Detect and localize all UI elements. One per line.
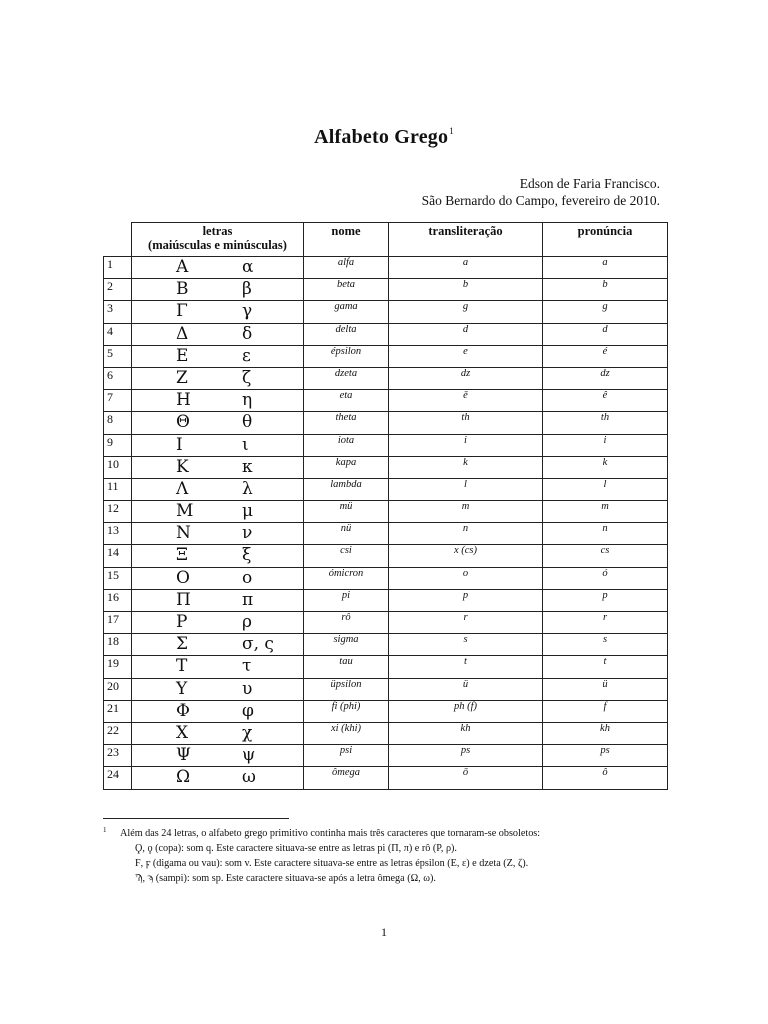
- lowercase-letter: φ: [242, 700, 254, 721]
- table-row: [104, 656, 668, 678]
- row-name: alfa: [304, 257, 389, 279]
- row-number: 19: [104, 656, 132, 678]
- row-letters: [132, 700, 304, 722]
- row-pronunciation: d: [543, 323, 668, 345]
- row-transliteration: ü: [389, 678, 543, 700]
- header-transliteration: transliteração: [389, 223, 543, 257]
- row-letters: [132, 523, 304, 545]
- row-transliteration: l: [389, 478, 543, 500]
- row-pronunciation: t: [543, 656, 668, 678]
- uppercase-letter: Η: [176, 390, 191, 411]
- row-transliteration: m: [389, 501, 543, 523]
- row-name: iota: [304, 434, 389, 456]
- row-number: 18: [104, 634, 132, 656]
- row-transliteration: p: [389, 589, 543, 611]
- uppercase-letter: Ω: [176, 767, 191, 788]
- table-row: [104, 279, 668, 301]
- row-number: 24: [104, 767, 132, 789]
- row-transliteration: th: [389, 412, 543, 434]
- row-number: 11: [104, 478, 132, 500]
- row-pronunciation: th: [543, 412, 668, 434]
- table-row: [104, 456, 668, 478]
- lowercase-letter: η: [242, 390, 253, 411]
- lowercase-letter: ν: [242, 523, 253, 544]
- table-row: [104, 722, 668, 744]
- lowercase-letter: γ: [242, 301, 253, 322]
- row-pronunciation: m: [543, 501, 668, 523]
- footnote-line-3: Ϝ, ϝ (digama ou vau): som v. Este caractere situava-se entre as letras épsilon (Ε, ε) e dzeta (Ζ, ζ).: [135, 858, 529, 869]
- row-number: 1: [104, 257, 132, 279]
- header-name: nome: [304, 223, 389, 257]
- lowercase-letter: ζ: [242, 367, 252, 388]
- row-transliteration: t: [389, 656, 543, 678]
- row-name: üpsilon: [304, 678, 389, 700]
- row-transliteration: ph (f): [389, 700, 543, 722]
- uppercase-letter: Ζ: [176, 367, 188, 388]
- row-transliteration: r: [389, 612, 543, 634]
- row-name: dzeta: [304, 367, 389, 389]
- uppercase-letter: Χ: [176, 722, 189, 743]
- row-letters: [132, 257, 304, 279]
- footnote-rule: [103, 818, 289, 819]
- table-row: [104, 612, 668, 634]
- row-number: 3: [104, 301, 132, 323]
- uppercase-letter: Ρ: [176, 612, 188, 632]
- header-letters-line1: letras: [202, 224, 233, 238]
- uppercase-letter: Τ: [176, 656, 188, 677]
- row-pronunciation: k: [543, 456, 668, 478]
- row-letters: [132, 478, 304, 500]
- row-name: sigma: [304, 634, 389, 656]
- row-pronunciation: ó: [543, 567, 668, 589]
- row-pronunciation: é: [543, 345, 668, 367]
- row-name: nü: [304, 523, 389, 545]
- row-number: 2: [104, 279, 132, 301]
- row-name: pi: [304, 589, 389, 611]
- row-pronunciation: ô: [543, 767, 668, 789]
- row-pronunciation: r: [543, 612, 668, 634]
- row-transliteration: ō: [389, 767, 543, 789]
- row-number: 15: [104, 567, 132, 589]
- uppercase-letter: Κ: [176, 456, 189, 477]
- row-letters: [132, 767, 304, 789]
- row-pronunciation: dz: [543, 367, 668, 389]
- row-number: 5: [104, 345, 132, 367]
- row-name: kapa: [304, 456, 389, 478]
- row-name: beta: [304, 279, 389, 301]
- footnote-line-4: Ϡ, ϡ (sampi): som sp. Este caractere situava-se após a letra ômega (Ω, ω).: [135, 873, 436, 884]
- uppercase-letter: Ι: [176, 434, 183, 455]
- title-text: Alfabeto Grego: [314, 126, 449, 148]
- table-row: [104, 700, 668, 722]
- row-number: 23: [104, 745, 132, 767]
- row-letters: [132, 501, 304, 523]
- table-row: [104, 390, 668, 412]
- row-letters: [132, 434, 304, 456]
- row-letters: [132, 390, 304, 412]
- row-pronunciation: ps: [543, 745, 668, 767]
- row-name: gama: [304, 301, 389, 323]
- row-number: 17: [104, 612, 132, 634]
- footnote-mark: 1: [103, 826, 107, 834]
- table-row: [104, 301, 668, 323]
- row-letters: [132, 301, 304, 323]
- header-pronunciation: pronúncia: [543, 223, 668, 257]
- row-transliteration: ē: [389, 390, 543, 412]
- row-pronunciation: p: [543, 589, 668, 611]
- uppercase-letter: Ψ: [176, 745, 191, 766]
- lowercase-letter: κ: [242, 456, 253, 477]
- table-row: [104, 412, 668, 434]
- row-transliteration: ps: [389, 745, 543, 767]
- row-transliteration: b: [389, 279, 543, 301]
- row-letters: [132, 656, 304, 678]
- row-transliteration: e: [389, 345, 543, 367]
- row-number: 13: [104, 523, 132, 545]
- row-transliteration: k: [389, 456, 543, 478]
- lowercase-letter: π: [242, 589, 254, 610]
- uppercase-letter: Π: [176, 589, 191, 610]
- row-letters: [132, 612, 304, 634]
- row-number: 6: [104, 367, 132, 389]
- lowercase-letter: μ: [242, 501, 254, 522]
- row-pronunciation: a: [543, 257, 668, 279]
- uppercase-letter: Α: [176, 257, 189, 277]
- uppercase-letter: Ν: [176, 523, 191, 544]
- row-transliteration: a: [389, 257, 543, 279]
- table-row: [104, 745, 668, 767]
- lowercase-letter: δ: [242, 323, 253, 344]
- row-name: theta: [304, 412, 389, 434]
- row-number: 4: [104, 323, 132, 345]
- row-letters: [132, 367, 304, 389]
- row-letters: [132, 634, 304, 656]
- table-row: [104, 545, 668, 567]
- row-number: 8: [104, 412, 132, 434]
- row-name: eta: [304, 390, 389, 412]
- row-letters: [132, 279, 304, 301]
- uppercase-letter: Ξ: [176, 545, 188, 566]
- lowercase-letter: α: [242, 257, 254, 277]
- row-transliteration: dz: [389, 367, 543, 389]
- document-title: [0, 126, 768, 149]
- row-transliteration: g: [389, 301, 543, 323]
- row-pronunciation: ü: [543, 678, 668, 700]
- uppercase-letter: Δ: [176, 323, 189, 344]
- row-name: épsilon: [304, 345, 389, 367]
- row-transliteration: o: [389, 567, 543, 589]
- row-letters: [132, 722, 304, 744]
- row-name: mü: [304, 501, 389, 523]
- row-name: rô: [304, 612, 389, 634]
- lowercase-letter: σ, ς: [242, 634, 274, 655]
- row-name: csi: [304, 545, 389, 567]
- row-name: tau: [304, 656, 389, 678]
- row-name: xi (khi): [304, 722, 389, 744]
- place-date: São Bernardo do Campo, fevereiro de 2010.: [421, 193, 660, 208]
- title-footnote-mark: 1: [449, 126, 454, 136]
- row-pronunciation: i: [543, 434, 668, 456]
- row-letters: [132, 456, 304, 478]
- lowercase-letter: λ: [242, 478, 253, 499]
- lowercase-letter: ο: [242, 567, 253, 588]
- table-row: [104, 257, 668, 279]
- uppercase-letter: Υ: [176, 678, 188, 699]
- row-name: lambda: [304, 478, 389, 500]
- lowercase-letter: υ: [242, 678, 253, 699]
- row-pronunciation: g: [543, 301, 668, 323]
- table-row: [104, 634, 668, 656]
- row-transliteration: x (cs): [389, 545, 543, 567]
- lowercase-letter: τ: [242, 656, 252, 677]
- author-block: [422, 175, 660, 209]
- row-pronunciation: f: [543, 700, 668, 722]
- header-letters: [132, 223, 304, 257]
- page-number: 1: [381, 925, 387, 939]
- row-name: psi: [304, 745, 389, 767]
- row-letters: [132, 745, 304, 767]
- table-row: [104, 767, 668, 789]
- row-transliteration: i: [389, 434, 543, 456]
- row-transliteration: d: [389, 323, 543, 345]
- row-pronunciation: cs: [543, 545, 668, 567]
- row-number: 9: [104, 434, 132, 456]
- row-transliteration: n: [389, 523, 543, 545]
- author-name: Edson de Faria Francisco.: [519, 176, 660, 191]
- row-name: ômega: [304, 767, 389, 789]
- row-number: 16: [104, 589, 132, 611]
- row-pronunciation: n: [543, 523, 668, 545]
- uppercase-letter: Φ: [176, 700, 190, 721]
- row-letters: [132, 589, 304, 611]
- row-number: 20: [104, 678, 132, 700]
- footnote-line-2: Ϙ, ϙ (copa): som q. Este caractere situava-se entre as letras pi (Π, π) e rô (Ρ, ρ).: [135, 843, 457, 854]
- lowercase-letter: ε: [242, 345, 251, 366]
- row-number: 14: [104, 545, 132, 567]
- uppercase-letter: Μ: [176, 501, 194, 522]
- row-name: ómicron: [304, 567, 389, 589]
- header-empty: [104, 223, 132, 257]
- uppercase-letter: Ο: [176, 567, 190, 588]
- row-letters: [132, 345, 304, 367]
- table-row: [104, 501, 668, 523]
- uppercase-letter: Λ: [176, 478, 189, 499]
- table-row: [104, 367, 668, 389]
- row-letters: [132, 323, 304, 345]
- row-number: 10: [104, 456, 132, 478]
- row-number: 21: [104, 700, 132, 722]
- lowercase-letter: ψ: [242, 745, 256, 766]
- table-row: [104, 345, 668, 367]
- lowercase-letter: χ: [242, 722, 253, 743]
- row-letters: [132, 412, 304, 434]
- lowercase-letter: ι: [242, 434, 249, 455]
- row-name: delta: [304, 323, 389, 345]
- header-letters-line2: (maiúsculas e minúsculas): [148, 238, 287, 252]
- table-row: [104, 478, 668, 500]
- row-letters: [132, 545, 304, 567]
- table-row: [104, 323, 668, 345]
- uppercase-letter: Σ: [176, 634, 189, 655]
- lowercase-letter: θ: [242, 412, 253, 433]
- row-pronunciation: s: [543, 634, 668, 656]
- row-transliteration: kh: [389, 722, 543, 744]
- uppercase-letter: Γ: [176, 301, 188, 322]
- row-number: 22: [104, 722, 132, 744]
- row-transliteration: s: [389, 634, 543, 656]
- alphabet-table: [103, 222, 668, 790]
- table-row: [104, 589, 668, 611]
- row-number: 7: [104, 390, 132, 412]
- uppercase-letter: Θ: [176, 412, 190, 433]
- lowercase-letter: β: [242, 279, 252, 300]
- uppercase-letter: Β: [176, 279, 189, 300]
- row-number: 12: [104, 501, 132, 523]
- table-row: [104, 523, 668, 545]
- row-pronunciation: b: [543, 279, 668, 301]
- row-pronunciation: ê: [543, 390, 668, 412]
- table-row: [104, 678, 668, 700]
- row-pronunciation: l: [543, 478, 668, 500]
- footnote: [103, 826, 703, 886]
- table-row: [104, 434, 668, 456]
- lowercase-letter: ξ: [242, 545, 252, 566]
- row-name: fi (phi): [304, 700, 389, 722]
- row-pronunciation: kh: [543, 722, 668, 744]
- lowercase-letter: ω: [242, 767, 256, 788]
- table-row: [104, 567, 668, 589]
- lowercase-letter: ρ: [242, 612, 252, 632]
- row-letters: [132, 678, 304, 700]
- row-letters: [132, 567, 304, 589]
- table-header-row: [104, 223, 668, 257]
- uppercase-letter: Ε: [176, 345, 189, 366]
- footnote-line-1: Além das 24 letras, o alfabeto grego primitivo continha mais três caracteres que tornaram-se obsoletos:: [120, 828, 541, 839]
